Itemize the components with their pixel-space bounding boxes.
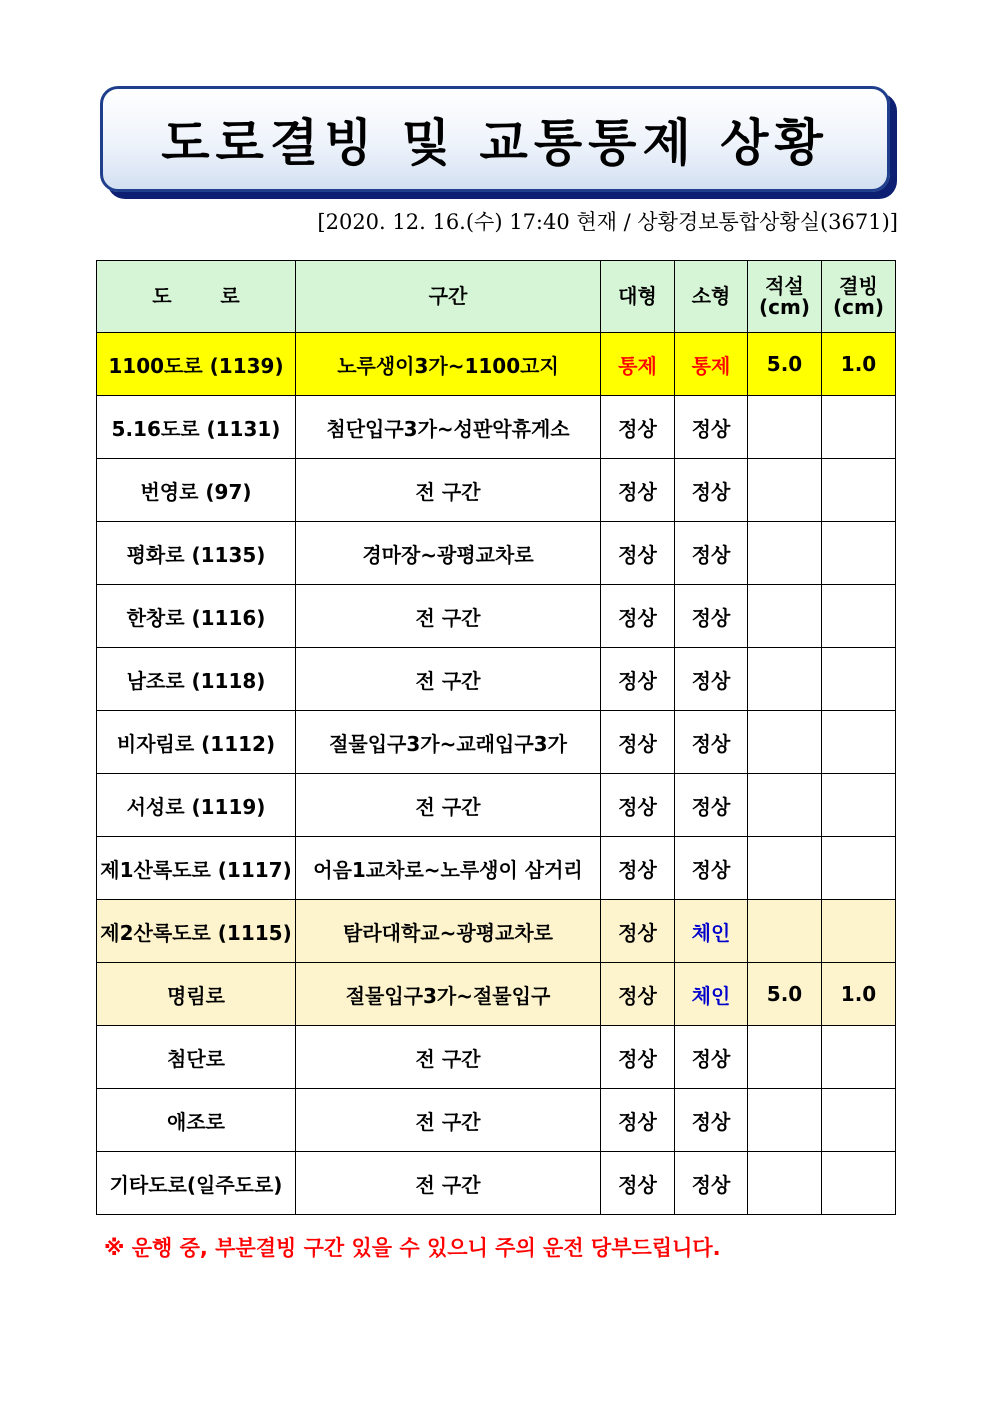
header-snow-label: 적설 (765, 273, 804, 298)
cell-section: 절물입구3가~절물입구 (296, 963, 601, 1026)
header-snow-unit: (cm) (759, 294, 810, 319)
cell-snow (748, 774, 822, 837)
cell-large: 정상 (601, 396, 675, 459)
cell-road: 1100도로 (1139) (97, 333, 296, 396)
table-row (97, 648, 896, 711)
table-row (97, 837, 896, 900)
cell-large: 정상 (601, 963, 675, 1026)
cell-large: 정상 (601, 648, 675, 711)
cell-section: 노루생이3가~1100고지 (296, 333, 601, 396)
table-row (97, 963, 896, 1026)
table-header-row (97, 261, 896, 333)
cell-small: 체인 (675, 963, 748, 1026)
cell-large: 정상 (601, 774, 675, 837)
cell-small: 정상 (675, 396, 748, 459)
cell-ice (822, 522, 896, 585)
cell-road: 한창로 (1116) (97, 585, 296, 648)
cell-road: 남조로 (1118) (97, 648, 296, 711)
table-row (97, 1089, 896, 1152)
cell-snow (748, 648, 822, 711)
cell-large: 정상 (601, 1089, 675, 1152)
header-snow (748, 261, 822, 333)
table-row (97, 774, 896, 837)
header-small: 소형 (675, 261, 748, 333)
cell-ice (822, 459, 896, 522)
cell-large: 통제 (601, 333, 675, 396)
table-row (97, 1152, 896, 1215)
cell-section: 절물입구3가~교래입구3가 (296, 711, 601, 774)
cell-snow (748, 711, 822, 774)
cell-ice (822, 1152, 896, 1215)
header-section: 구간 (296, 261, 601, 333)
page-title: 도로결빙 및 교통통제 상황 (161, 114, 829, 172)
cell-road: 비자림로 (1112) (97, 711, 296, 774)
cell-small: 정상 (675, 1026, 748, 1089)
cell-small: 정상 (675, 774, 748, 837)
cell-large: 정상 (601, 900, 675, 963)
cell-snow (748, 396, 822, 459)
cell-large: 정상 (601, 1152, 675, 1215)
cell-snow: 5.0 (748, 963, 822, 1026)
cell-section: 탐라대학교~광평교차로 (296, 900, 601, 963)
cell-snow: 5.0 (748, 333, 822, 396)
status-timestamp: [2020. 12. 16.(수) 17:40 현재 / 상황경보통합상황실(3671)] (317, 210, 898, 234)
cell-large: 정상 (601, 459, 675, 522)
cell-section: 전 구간 (296, 774, 601, 837)
cell-section: 전 구간 (296, 1152, 601, 1215)
cell-large: 정상 (601, 585, 675, 648)
cell-large: 정상 (601, 1026, 675, 1089)
cell-section: 경마장~광평교차로 (296, 522, 601, 585)
cell-road: 제2산록도로 (1115) (97, 900, 296, 963)
table-row (97, 333, 896, 396)
table-row (97, 585, 896, 648)
cell-ice (822, 396, 896, 459)
cell-small: 정상 (675, 585, 748, 648)
cell-large: 정상 (601, 711, 675, 774)
cell-snow (748, 522, 822, 585)
cell-road: 서성로 (1119) (97, 774, 296, 837)
header-ice-unit: (cm) (833, 294, 884, 319)
cell-snow (748, 1152, 822, 1215)
cell-section: 전 구간 (296, 1089, 601, 1152)
cell-small: 정상 (675, 459, 748, 522)
cell-road: 제1산록도로 (1117) (97, 837, 296, 900)
cell-ice (822, 1026, 896, 1089)
cell-small: 정상 (675, 711, 748, 774)
header-ice (822, 261, 896, 333)
cell-snow (748, 1026, 822, 1089)
cell-ice (822, 1089, 896, 1152)
cell-section: 전 구간 (296, 1026, 601, 1089)
cell-snow (748, 459, 822, 522)
cell-road: 번영로 (97) (97, 459, 296, 522)
table-row (97, 459, 896, 522)
cell-ice: 1.0 (822, 333, 896, 396)
caution-note: ※ 운행 중, 부분결빙 구간 있을 수 있으니 주의 운전 당부드립니다. (104, 1236, 721, 1260)
cell-ice (822, 900, 896, 963)
road-status-table (96, 260, 896, 1215)
header-road: 도 로 (97, 261, 296, 333)
cell-ice (822, 837, 896, 900)
table-row (97, 396, 896, 459)
cell-snow (748, 1089, 822, 1152)
table-row (97, 900, 896, 963)
cell-large: 정상 (601, 522, 675, 585)
cell-road: 첨단로 (97, 1026, 296, 1089)
cell-section: 첨단입구3가~성판악휴게소 (296, 396, 601, 459)
cell-road: 5.16도로 (1131) (97, 396, 296, 459)
cell-section: 전 구간 (296, 459, 601, 522)
cell-section: 어음1교차로~노루생이 삼거리 (296, 837, 601, 900)
cell-section: 전 구간 (296, 585, 601, 648)
table-row (97, 522, 896, 585)
cell-small: 통제 (675, 333, 748, 396)
header-ice-label: 결빙 (839, 273, 878, 298)
cell-road: 애조로 (97, 1089, 296, 1152)
title-banner (100, 86, 890, 192)
cell-snow (748, 900, 822, 963)
cell-road: 평화로 (1135) (97, 522, 296, 585)
cell-small: 체인 (675, 900, 748, 963)
cell-ice (822, 711, 896, 774)
table-row (97, 711, 896, 774)
cell-ice (822, 774, 896, 837)
header-large: 대형 (601, 261, 675, 333)
cell-large: 정상 (601, 837, 675, 900)
cell-road: 기타도로(일주도로) (97, 1152, 296, 1215)
cell-small: 정상 (675, 648, 748, 711)
cell-road: 명림로 (97, 963, 296, 1026)
cell-small: 정상 (675, 1152, 748, 1215)
cell-ice (822, 585, 896, 648)
cell-snow (748, 585, 822, 648)
table-row (97, 1026, 896, 1089)
cell-small: 정상 (675, 1089, 748, 1152)
cell-section: 전 구간 (296, 648, 601, 711)
cell-ice: 1.0 (822, 963, 896, 1026)
cell-snow (748, 837, 822, 900)
cell-ice (822, 648, 896, 711)
cell-small: 정상 (675, 522, 748, 585)
cell-small: 정상 (675, 837, 748, 900)
